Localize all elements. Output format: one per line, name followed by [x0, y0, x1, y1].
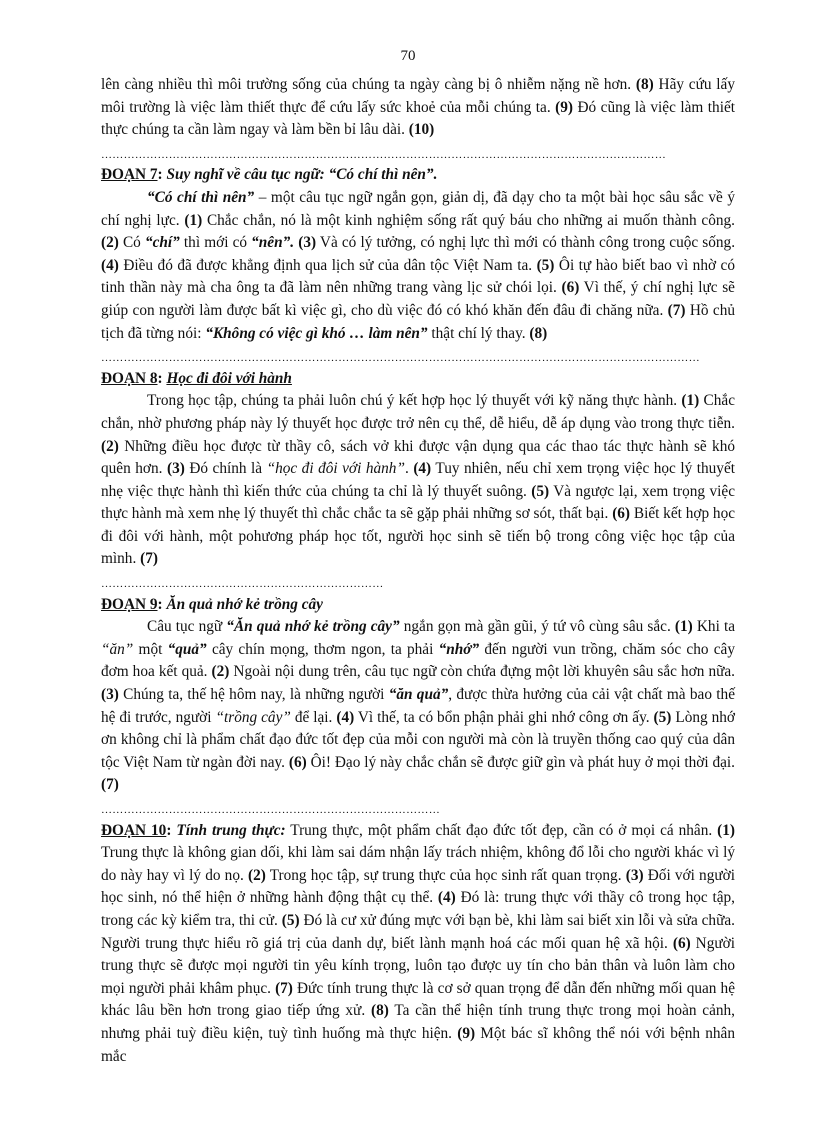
- doan7-title: Suy nghĩ về câu tục ngữ: “Có chí thì nên”.: [166, 166, 438, 184]
- intro-paragraph: lên càng nhiều thì môi trường sống của chúng ta ngày càng bị ô nhiễm nặng nề hơn. (8) Hãy cứu lấy môi trường là việc làm thiết thực để cứu lấy sức khoẻ của mỗi chúng ta. (9) Đó cũng là việc làm thiết thực chúng ta cần làm ngay và làm bền bỉ lâu dài. (10): [101, 76, 735, 139]
- doan8-heading: ĐOẠN 8: Học đi đôi với hành: [101, 369, 292, 387]
- dotted-separator: …………………………………………………………………: [101, 578, 384, 591]
- doan8-paragraph: Trong học tập, chúng ta phải luôn chú ý kết hợp học lý thuyết với kỹ năng thực hành. (1) Chắc chắn, nhờ phương pháp này lý thuyết học được trở nên cụ thể, dễ hiểu, dễ áp dụng vào trong thực tiễn. (2) Những điều học được từ thầy cô, sách vở khi được vận dụng qua các thao tác thực hành sẽ khó quên hơn. (3) Đó chính là “học đi đôi với hành”. (4) Tuy nhiên, nếu chỉ xem trọng việc học lý thuyết nhẹ việc thực hành thì kiến thức của chúng ta chỉ là lý thuyết suông. (5) Và ngược lại, xem trọng việc thực hành mà xem nhẹ lý thuyết thì chắc chắc ta sẽ gặp phải những sơ sót, thất bại. (6) Biết kết hợp học đi đôi với hành, một pohương pháp học tốt, người học sinh sẽ tiến bộ trong công việc học tập của mình. (7): [101, 392, 736, 568]
- document-body: [101, 74, 735, 1068]
- doan8-label: ĐOẠN 8: [101, 369, 158, 387]
- doan10-title: Tính trung thực:: [176, 821, 286, 839]
- dotted-separator: ……………………………………………………………………………………………………………………………………: [101, 148, 666, 161]
- doan8-title: Học đi đôi với hành: [166, 369, 292, 387]
- dotted-separator: ……………………………………………………………………………………………………………………………………………: [101, 352, 700, 365]
- doan7-paragraph: “Có chí thì nên” – một câu tục ngữ ngắn gọn, giản dị, đã dạy cho ta một bài học sâu sắc về ý chí nghị lực. (1) Chắc chắn, nó là một kinh nghiệm sống rất quý báu cho những ai muốn thành công. (2) Có “chí” thì mới có “nên”. (3) Và có lý tưởng, có nghị lực thì mới có thành công trong cuộc sống. (4) Điều đó đã được khẳng định qua lịch sử của dân tộc Việt Nam ta. (5) Ôi tự hào biết bao vì nhờ có tinh thần này mà cha ông ta đã làm nên những trang vàng lịc sử chói lọi. (6) Vì thế, ý chí nghị lực sẽ giúp con người làm được bất kì việc gì, cho dù việc đó có khó khăn đến đâu đi chăng nữa. (7) Hồ chủ tịch đã từng nói: “Không có việc gì khó … làm nên” thật chí lý thay. (8): [101, 188, 736, 342]
- doan9-title: Ăn quả nhớ kẻ trồng cây: [166, 595, 323, 613]
- doan9-paragraph: Câu tục ngữ “Ăn quả nhớ kẻ trồng cây” ngắn gọn mà gần gũi, ý tứ vô cùng sâu sắc. (1) Khi ta “ăn” một “quả” cây chín mọng, thơm ngon, ta phải “nhớ” đến người vun trồng, chăm sóc cho cây đơm hoa kết quả. (2) Ngoài nội dung trên, câu tục ngữ còn chứa đựng một lời khuyên sâu sắc hơn nữa. (3) Chúng ta, thế hệ hôm nay, là những người “ăn quả”, được thừa hưởng của cải vật chất mà bao thế hệ đi trước, người “trồng cây” để lại. (4) Vì thế, ta có bổn phận phải ghi nhớ công ơn ấy. (5) Lòng nhớ ơn không chỉ là phẩm chất đạo đức tốt đẹp của mỗi con người mà còn là truyền thống cao quý của dân tộc Việt Nam từ ngàn đời nay. (6) Ôi! Đạo lý này chắc chắn sẽ được giữ gìn và phát huy ở mọi thời đại. (7): [101, 618, 735, 794]
- dotted-separator: ………………………………………………………………………………: [101, 804, 440, 816]
- doan7-heading: ĐOẠN 7: Suy nghĩ về câu tục ngữ: “Có chí thì nên”.: [101, 166, 438, 184]
- doan10-label: ĐOẠN 10: [101, 821, 167, 839]
- doan7-label: ĐOẠN 7: [101, 166, 158, 184]
- page-number: 70: [400, 48, 416, 64]
- doan10-paragraph: ĐOẠN 10: Tính trung thực: Trung thực, một phẩm chất đạo đức tốt đẹp, cần có ở mọi cá nhân. (1) Trung thực là không gian dối, khi làm sai dám nhận lấy trách nhiệm, không đổ lỗi cho người khác vì lý do này hay vì lý do nọ. (2) Trong học tập, sự trung thực của học sinh rất quan trọng. (3) Đối với người học sinh, nó thể hiện ở những hành động thật cụ thể. (4) Đó là: trung thực với thầy cô trong học tập, trong các kỳ kiểm tra, thi cử. (5) Đó là cư xử đúng mực với bạn bè, khi làm sai biết xin lỗi và sửa chữa. Người trung thực hiểu rõ giá trị của danh dự, biết lành mạnh hoá các mối quan hệ xã hội. (6) Người trung thực sẽ được mọi người tin yêu kính trọng, luôn tạo được uy tín cho bản thân và luôn làm cho mọi người phải khâm phục. (7) Đức tính trung thực là cơ sở quan trọng để dẫn đến những mối quan hệ khác lâu bền hơn trong giao tiếp ứng xử. (8) Ta cần thể hiện tính trung thực trong mọi hoàn cảnh, nhưng phải tuỳ điều kiện, tuỳ tình huống mà thực hiện. (9) Một bác sĩ không thể nói với bệnh nhân mắc: [101, 821, 735, 1065]
- doan9-label: ĐOẠN 9: [101, 595, 158, 613]
- doan9-heading: ĐOẠN 9: Ăn quả nhớ kẻ trồng cây: [101, 595, 323, 613]
